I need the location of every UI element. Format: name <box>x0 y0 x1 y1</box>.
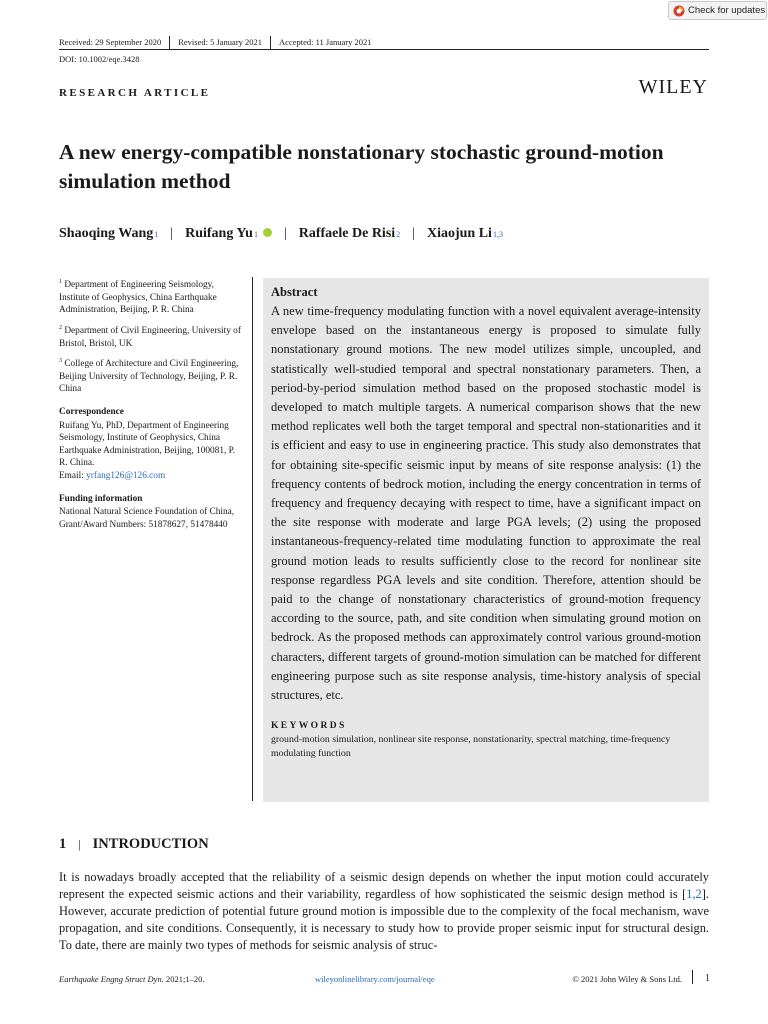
author-divider: | <box>412 226 415 241</box>
author-divider: | <box>170 226 174 241</box>
citation-link[interactable]: 1,2 <box>686 887 702 901</box>
journal-year-pages: 2021;1–20. <box>165 974 205 984</box>
author-divider: | <box>283 226 287 241</box>
author-name[interactable]: Raffaele De Risi <box>298 226 396 241</box>
affiliation-text: Department of Civil Engineering, University of Bristol, Bristol, UK <box>59 325 241 349</box>
date-divider <box>169 36 170 49</box>
abstract-text: A new time-frequency modulating function with a novel equivalent average-intensity envelope based on the instantaneous energy is proposed to simulate fully nonstationary ground motions. The new model utilizes simple, uncoupled, and statistically well-studied temporal and spectral nonstationary parameters. Then, a period-by-period simulation method based on the proposed stochastic model is developed to match multiple targets. A numerical comparison shows that the new method replicates well both the target temporal and spectral non-stationarities and it is efficient and easy to use in engineering practice. This study also demonstrates that for obtaining site-specific seismic input by means of site response analysis: (1) the frequency contents of bedrock motion, including the energy concentration in terms of frequency and frequency decaying with respect to time, have a significant impact on the site response with moderate and large PGA levels; (2) using the proposed instantaneous-frequency-related time modulating function to approximate the real ground motion leads to results sufficiently close to the record for nonlinear site response regardless PGA levels and site condition. Therefore, attention should be paid to the change of nonstationary characteristics of ground-motion frequency according to the source, path, and site condition when simulating ground motion on bedrock. As the proposed methods can approximately control various ground-motion characters, different targets of ground-motion simulation can be matched for different engineering purpose such as site response analysis, time-history analysis of special structures, etc. <box>271 304 701 703</box>
author-name[interactable]: Ruifang Yu <box>185 226 253 241</box>
author-affiliation-ref[interactable]: 1 <box>253 230 258 239</box>
section-number: 1 <box>59 836 67 852</box>
author-list <box>59 226 503 242</box>
keywords-text: ground-motion simulation, nonlinear site response, nonstationarity, spectral matching, time-frequency modulating function <box>271 734 671 759</box>
intro-text: . However, accurate prediction of potential future ground motion is impossible due to the complexity of the focal mechanism, wave propagation, and site conditions. Consequently, it is necessary to study how to provide proper seismic input for structural design. To date, there are mainly two types of methods for seismic analysis of struc- <box>59 887 709 952</box>
correspondence-email <box>59 470 244 483</box>
article-title: A new energy-compatible nonstationary stochastic ground-motion simulation method <box>59 140 664 193</box>
journal-name: Earthquake Engng Struct Dyn. <box>59 974 164 984</box>
received-date: Received: 29 September 2020 <box>59 37 162 47</box>
intro-paragraph <box>59 869 709 954</box>
header-rule <box>59 49 709 50</box>
sidebar-divider <box>252 277 253 801</box>
affiliation <box>59 276 244 317</box>
citation-bracket: ] <box>701 887 706 901</box>
intro-text: It is nowadays broadly accepted that the reliability of a seismic design depends on whether the input motion could accurately represent the expected seismic actions and their variability, regardless of how sophisticated the seismic design method is <box>59 870 709 901</box>
section-divider: | <box>78 837 81 851</box>
footer-journal <box>59 974 204 984</box>
affiliation-text: Department of Engineering Seismology, Institute of Geophysics, China Earthquake Administration, Beijing, P. R. China <box>59 280 217 316</box>
affiliation-number: 3 <box>59 358 62 365</box>
affiliation-text: College of Architecture and Civil Engineering, Beijing University of Technology, Beijing, P. R. China <box>59 359 239 395</box>
page-number: 1 <box>705 973 710 984</box>
abstract-panel <box>263 278 709 802</box>
doi: DOI: 10.1002/eqe.3428 <box>59 54 140 64</box>
author-name[interactable]: Xiaojun Li <box>426 226 492 241</box>
citation-bracket: [ <box>682 887 687 901</box>
author-affiliation-ref[interactable]: 1 <box>154 230 159 239</box>
check-for-updates-label: Check for updates <box>688 5 766 16</box>
article-type: RESEARCH ARTICLE <box>59 87 211 99</box>
footer-divider <box>692 970 693 984</box>
orcid-icon[interactable] <box>263 228 272 237</box>
keywords-heading: KEYWORDS <box>271 721 347 732</box>
email-label: Email: <box>59 471 84 481</box>
abstract-heading: Abstract <box>271 285 318 299</box>
funding-text: National Natural Science Foundation of China, Grant/Award Numbers: 51878627, 51478440 <box>59 507 235 530</box>
article-info-sidebar <box>59 276 244 536</box>
affiliation-number: 1 <box>59 279 62 285</box>
footer-copyright: © 2021 John Wiley & Sons Ltd. <box>572 974 682 984</box>
correspondence-text: Ruifang Yu, PhD, Department of Engineering Seismology, Institute of Geophysics, China Earthquake Administration, Beijing, 100081, P. R. China. <box>59 420 236 469</box>
check-for-updates-icon <box>673 5 685 17</box>
affiliation <box>59 322 244 350</box>
check-for-updates-button[interactable] <box>668 1 767 20</box>
footer-url-link[interactable]: wileyonlinelibrary.com/journal/eqe <box>315 974 435 984</box>
author-name[interactable]: Shaoqing Wang <box>59 226 154 241</box>
revised-date: Revised: 5 January 2021 <box>178 37 263 47</box>
accepted-date: Accepted: 11 January 2021 <box>279 37 372 47</box>
author-affiliation-ref[interactable]: 1,3 <box>492 230 503 239</box>
correspondence-heading: Correspondence <box>59 407 124 418</box>
section-heading <box>59 836 209 853</box>
article-dates <box>59 35 371 49</box>
author-affiliation-ref[interactable]: 2 <box>396 230 401 239</box>
email-link[interactable]: yrfang126@126.com <box>86 471 166 481</box>
affiliation <box>59 355 244 396</box>
section-title: INTRODUCTION <box>92 836 209 852</box>
funding-heading: Funding information <box>59 493 143 504</box>
affiliation-number: 2 <box>59 324 62 331</box>
publisher-logo: WILEY <box>638 76 708 98</box>
date-divider <box>270 36 271 49</box>
